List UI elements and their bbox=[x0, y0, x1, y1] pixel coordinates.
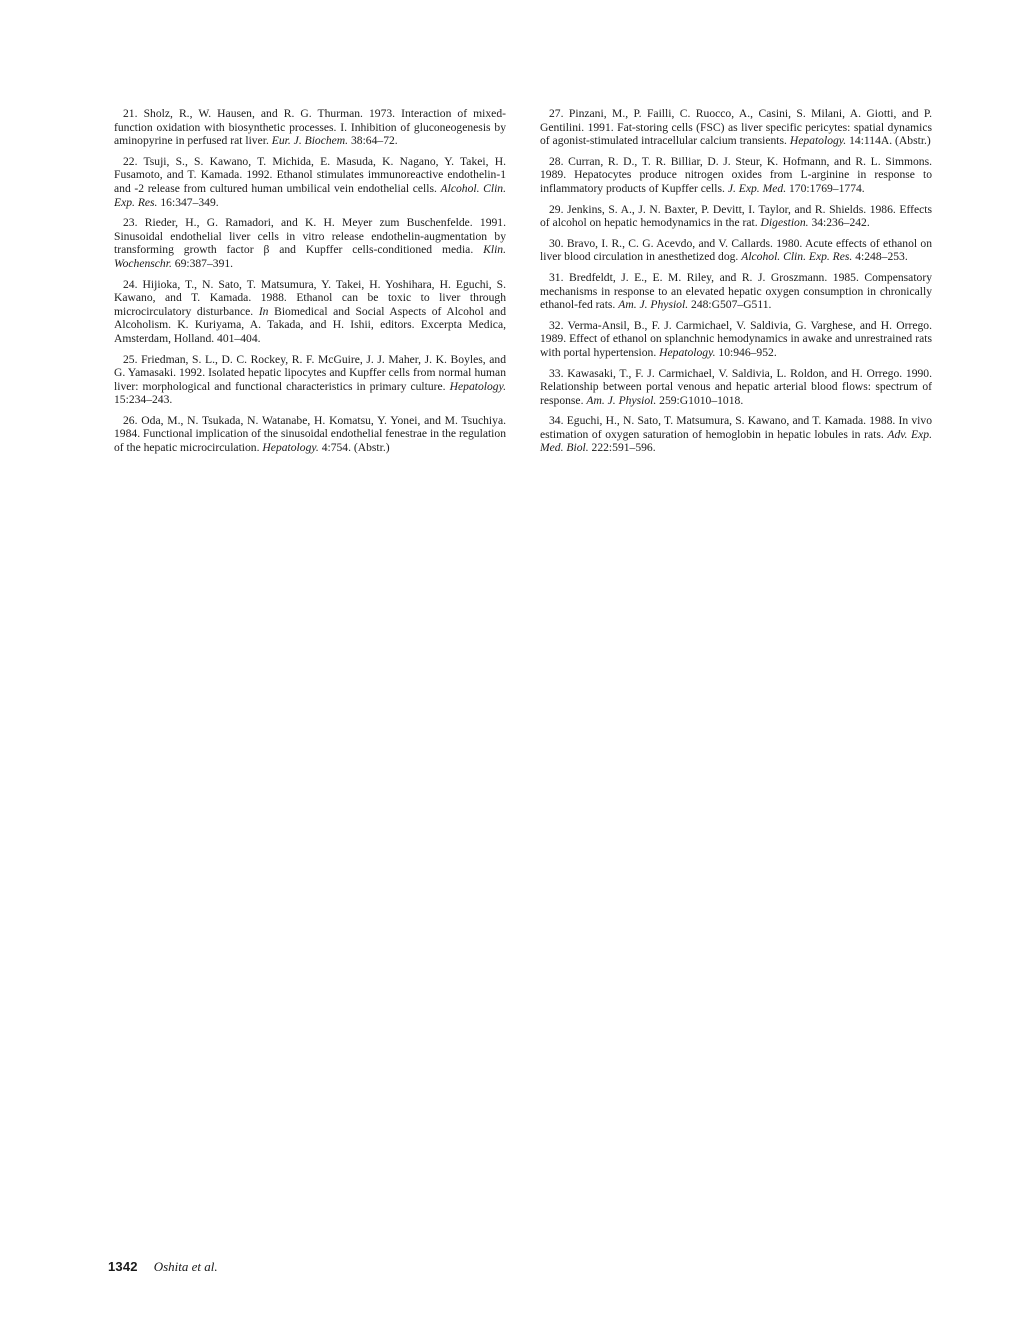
reference-28: 28. Curran, R. D., T. R. Billiar, D. J. Steur, K. Hofmann, and R. L. Simmons. 1989. Hepatocytes produce nitrogen oxides from L-arginine in response to inflammatory products of Kupffer cells. J. Exp. Med. 170:1769–1774. bbox=[540, 154, 932, 195]
page-number: 1342 bbox=[108, 1259, 138, 1274]
reference-27: 27. Pinzani, M., P. Failli, C. Ruocco, A., Casini, S. Milani, A. Giotti, and P. Gentilini. 1991. Fat-storing cells (FSC) as liver specific pericytes: spatial dynamics of agonist-stimulated intracellular calcium transients. Hepatology. 14:114A. (Abstr.) bbox=[540, 107, 932, 148]
reference-22: 22. Tsuji, S., S. Kawano, T. Michida, E. Masuda, K. Nagano, Y. Takei, H. Fusamoto, and T. Kamada. 1992. Ethanol stimulates immunoreactive endothelin-1 and -2 release from cultured human umbilical vein endothelial cells. Alcohol. Clin. Exp. Res. 16:347–349. bbox=[114, 154, 507, 209]
reference-33: 33. Kawasaki, T., F. J. Carmichael, V. Saldivia, L. Roldon, and H. Orrego. 1990. Relationship between portal venous and hepatic arterial blood flows: spectrum of response. Am. J. Physiol. 259:G1010–1018. bbox=[540, 366, 933, 407]
references-left-column bbox=[114, 107, 506, 462]
reference-25: 25. Friedman, S. L., D. C. Rockey, R. F. McGuire, J. J. Maher, J. K. Boyles, and G. Yamasaki. 1992. Isolated hepatic lipocytes and Kupffer cells from normal human liver: morphological and functional characteristics in primary culture. Hepatology. 15:234–243. bbox=[114, 352, 506, 407]
running-head: Oshita et al. bbox=[153, 1259, 218, 1274]
reference-24: 24. Hijioka, T., N. Sato, T. Matsumura, Y. Takei, H. Yoshihara, H. Eguchi, S. Kawano, and T. Kamada. 1988. Ethanol can be toxic to liver through microcirculatory disturbance. In Biomedical and Social Aspects of Alcohol and Alcoholism. K. Kuriyama, A. Takada, and H. Ishii, editors. Excerpta Medica, Amsterdam, Holland. 401–404. bbox=[114, 277, 507, 345]
reference-31: 31. Bredfeldt, J. E., E. M. Riley, and R. J. Groszmann. 1985. Compensatory mechanisms in response to an elevated hepatic oxygen consumption in chronically ethanol-fed rats. Am. J. Physiol. 248:G507–G511. bbox=[540, 270, 932, 312]
reference-29: 29. Jenkins, S. A., J. N. Baxter, P. Devitt, I. Taylor, and R. Shields. 1986. Effects of alcohol on hepatic hemodynamics in the rat. Digestion. 34:236–242. bbox=[540, 202, 932, 230]
references-right-column bbox=[540, 107, 932, 462]
reference-26: 26. Oda, M., N. Tsukada, N. Watanabe, H. Komatsu, Y. Yonei, and M. Tsuchiya. 1984. Functional implication of the sinusoidal endothelial fenestrae in the regulation of the hepatic microcirculation. Hepatology. 4:754. (Abstr.) bbox=[114, 413, 506, 455]
reference-30: 30. Bravo, I. R., C. G. Acevdo, and V. Callards. 1980. Acute effects of ethanol on liver blood circulation in anesthetized dog. Alcohol. Clin. Exp. Res. 4:248–253. bbox=[540, 236, 933, 264]
page-footer bbox=[108, 1259, 218, 1275]
reference-32: 32. Verma-Ansil, B., F. J. Carmichael, V. Saldivia, G. Varghese, and H. Orrego. 1989. Effect of ethanol on splanchnic hemodynamics in awake and unrestrained rats with portal hypertension. Hepatology. 10:946–952. bbox=[540, 318, 932, 359]
reference-21: 21. Sholz, R., W. Hausen, and R. G. Thurman. 1973. Interaction of mixed-function oxidation with biosynthetic processes. I. Inhibition of gluconeogenesis by aminopyrine in perfused rat liver. Eur. J. Biochem. 38:64–72. bbox=[114, 107, 506, 148]
reference-23: 23. Rieder, H., G. Ramadori, and K. H. Meyer zum Buschenfelde. 1991. Sinusoidal endothelial liver cells in vitro release endothelin-augmentation by transforming growth factor β and Kupffer cells-conditioned media. Klin. Wochenschr. 69:387–391. bbox=[114, 216, 506, 270]
reference-34: 34. Eguchi, H., N. Sato, T. Matsumura, S. Kawano, and T. Kamada. 1988. In vivo estimation of oxygen saturation of hemoglobin in hepatic lobules in rats. Adv. Exp. Med. Biol. 222:591–596. bbox=[540, 414, 932, 455]
